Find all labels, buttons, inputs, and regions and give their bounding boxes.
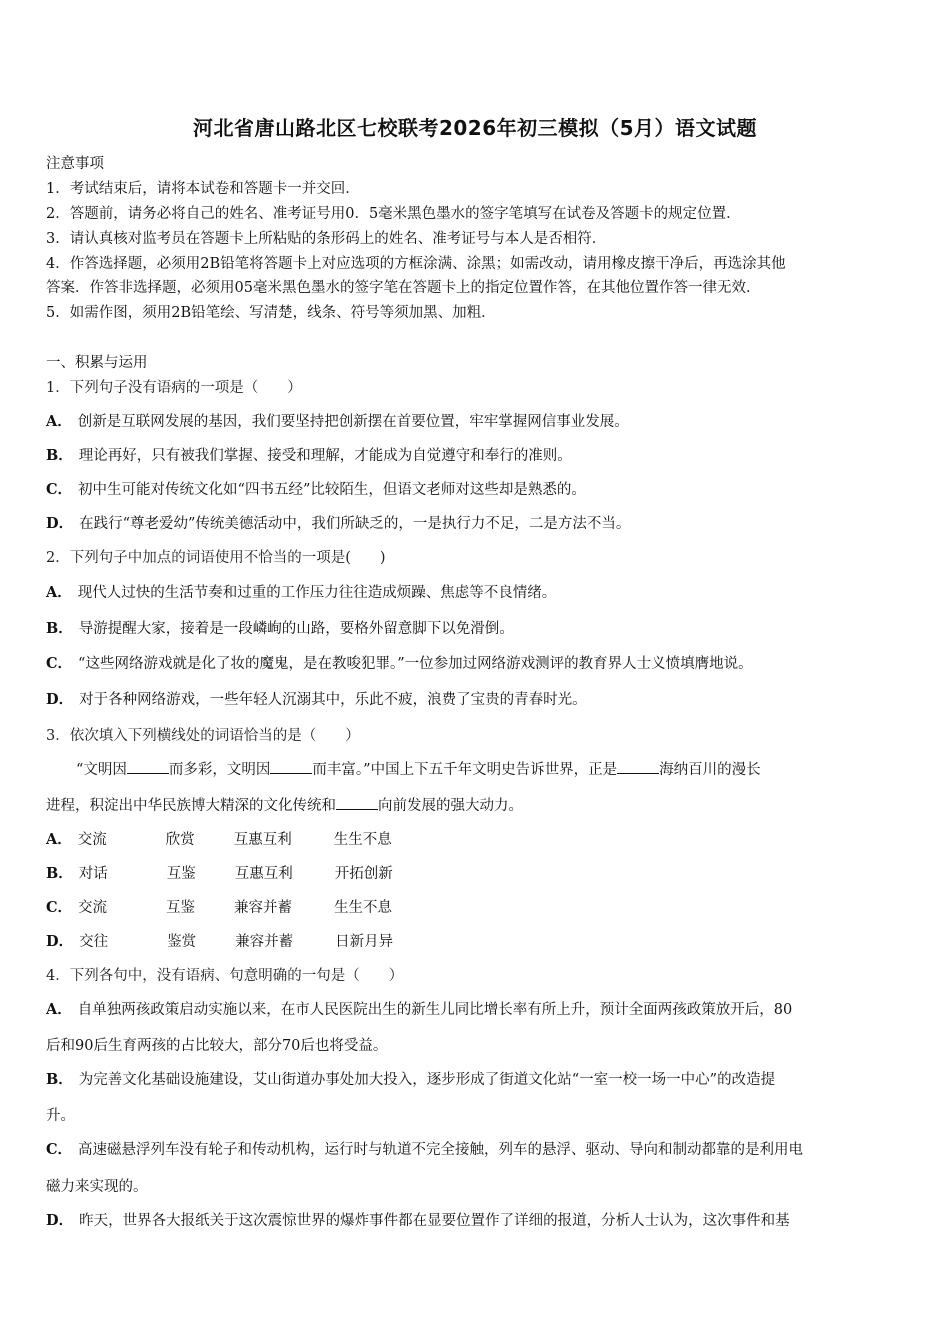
option-row: [46, 998, 792, 1019]
option-row: [46, 617, 514, 638]
option-letter: B．: [46, 447, 73, 464]
passage-line: [46, 794, 523, 815]
option-text: 高速磁悬浮列车没有轮子和传动机构，运行时与轨道不完全接触，列车的悬浮、驱动、导向和制动都靠的是利用电: [78, 1142, 804, 1158]
option-continuation: 升。: [46, 1108, 75, 1124]
option-row: [46, 862, 393, 883]
option-word: 生生不息: [334, 900, 393, 916]
option-word: 日新月异: [335, 934, 394, 950]
option-row: [46, 828, 392, 849]
option-letter: B．: [46, 620, 73, 637]
option-text: “这些网络游戏就是化了妆的魔鬼，是在教唆犯罪。”一位参加过网络游戏测评的教育界人士义愤填膺地说。: [78, 656, 753, 672]
option-letter: D．: [46, 933, 74, 950]
passage-line: [76, 758, 761, 779]
option-row: [46, 896, 392, 917]
option-text: 自单独两孩政策启动实施以来，在市人民医院出生的新生儿同比增长率有所上升，预计全面两孩政策放开后，80: [77, 1002, 793, 1018]
option-row: [46, 512, 630, 533]
option-letter: A．: [46, 831, 72, 848]
section-heading: 一、积累与运用: [46, 355, 148, 371]
page-title: 河北省唐山路北区七校联考2026年初三模拟（5月）语文试题: [192, 116, 758, 140]
option-row: [46, 688, 587, 709]
question-stem: 3．依次填入下列横线处的词语恰当的是（ ）: [46, 728, 360, 744]
option-row: [46, 652, 753, 673]
passage-text: 海纳百川的漫长: [659, 762, 761, 778]
option-word: 欣赏: [165, 832, 195, 848]
notice-item: 4．作答选择题，必须用2B铅笔将答题卡上对应选项的方框涂满、涂黑；如需改动，请用橡皮擦干净后，再选涂其他: [46, 256, 786, 272]
option-text: 现代人过快的生活节奏和过重的工作压力往往造成烦躁、焦虑等不良情绪。: [77, 585, 557, 601]
option-word: 生生不息: [333, 832, 392, 848]
option-word: 开拓创新: [334, 866, 393, 882]
option-word: 鉴赏: [167, 934, 197, 950]
option-letter: C．: [46, 899, 73, 916]
option-text: 昨天，世界各大报纸关于这次震惊世界的爆炸事件都在显要位置作了详细的报道，分析人士认为，这次事件和基: [79, 1213, 790, 1229]
option-word: 兼容并蓄: [235, 934, 294, 950]
notice-heading: 注意事项: [46, 156, 104, 172]
option-row: [46, 410, 629, 431]
notice-item: 5．如需作图，须用2B铅笔绘、写清楚，线条、符号等须加黑、加粗．: [46, 305, 496, 321]
option-text: 导游提醒大家，接着是一段嶙峋的山路，要格外留意脚下以免滑倒。: [78, 621, 514, 637]
option-letter: C．: [46, 655, 73, 672]
option-text: 初中生可能对传统文化如“四书五经”比较陌生，但语文老师对这些却是熟悉的。: [78, 482, 586, 498]
option-row: [46, 930, 393, 951]
option-row: [46, 1138, 803, 1159]
notice-item: 答案．作答非选择题，必须用05毫米黑色墨水的签字笔在答题卡上的指定位置作答，在其他位置作答一律无效．: [46, 280, 761, 296]
option-word: 对话: [78, 866, 108, 882]
passage-text: “文明因: [76, 762, 127, 778]
passage-text: 向前发展的强大动力。: [378, 798, 523, 814]
option-text: 理论再好，只有被我们掌握、接受和理解，才能成为自觉遵守和奉行的准则。: [78, 448, 572, 464]
option-letter: A．: [46, 413, 72, 430]
fill-blank: [127, 761, 169, 774]
option-letter: D．: [46, 515, 74, 532]
question-stem: 4．下列各句中，没有语病、句意明确的一句是（ ）: [46, 968, 404, 984]
passage-text: 而多彩，文明因: [168, 762, 271, 778]
question-stem: 2．下列句子中加点的词语使用不恰当的一项是( ): [46, 550, 386, 566]
passage-text: 而丰富。”中国上下五千年文明史告诉世界，正是: [312, 762, 618, 778]
option-row: [46, 1209, 790, 1230]
option-word: 互鉴: [166, 900, 196, 916]
notice-item: 2．答题前，请务必将自己的姓名、准考证号用0．5毫米黑色墨水的签字笔填写在试卷及答题卡的规定位置．: [46, 206, 741, 222]
option-row: [46, 444, 572, 465]
option-word: 互鉴: [166, 866, 196, 882]
question-stem: 1．下列句子没有语病的一项是（ ）: [46, 380, 302, 396]
fill-blank: [617, 761, 659, 774]
option-continuation: 后和90后生育两孩的占比较大，部分70后也将受益。: [46, 1038, 388, 1054]
option-row: [46, 478, 586, 499]
notice-item: 3．请认真核对监考员在答题卡上所粘贴的条形码上的姓名、准考证号与本人是否相符．: [46, 231, 607, 247]
option-letter: C．: [46, 1141, 73, 1158]
option-text: 创新是互联网发展的基因，我们要坚持把创新摆在首要位置，牢牢掌握网信事业发展。: [77, 414, 629, 430]
option-row: [46, 1068, 775, 1089]
option-letter: A．: [46, 1001, 72, 1018]
option-text: 在践行“尊老爱幼”传统美德活动中，我们所缺乏的，一是执行力不足，二是方法不当。: [79, 516, 631, 532]
option-letter: D．: [46, 691, 74, 708]
option-letter: D．: [46, 1212, 74, 1229]
option-letter: B．: [46, 865, 73, 882]
option-word: 交流: [77, 832, 107, 848]
option-word: 交往: [79, 934, 109, 950]
option-letter: A．: [46, 584, 72, 601]
option-word: 交流: [78, 900, 108, 916]
option-row: [46, 581, 556, 602]
option-continuation: 磁力来实现的。: [46, 1179, 148, 1195]
notice-item: 1．考试结束后，请将本试卷和答题卡一并交回．: [46, 181, 360, 197]
option-letter: C．: [46, 481, 73, 498]
fill-blank: [270, 761, 312, 774]
passage-text: 进程，积淀出中华民族博大精深的文化传统和: [46, 798, 336, 814]
option-word: 互惠互利: [233, 832, 292, 848]
option-text: 为完善文化基础设施建设，艾山街道办事处加大投入，逐步形成了街道文化站“一室一校一场一中心”的改造提: [78, 1072, 776, 1088]
fill-blank: [336, 797, 378, 810]
option-text: 对于各种网络游戏，一些年轻人沉溺其中，乐此不疲，浪费了宝贵的青春时光。: [79, 692, 587, 708]
option-word: 互惠互利: [234, 866, 293, 882]
option-word: 兼容并蓄: [234, 900, 293, 916]
option-letter: B．: [46, 1071, 73, 1088]
